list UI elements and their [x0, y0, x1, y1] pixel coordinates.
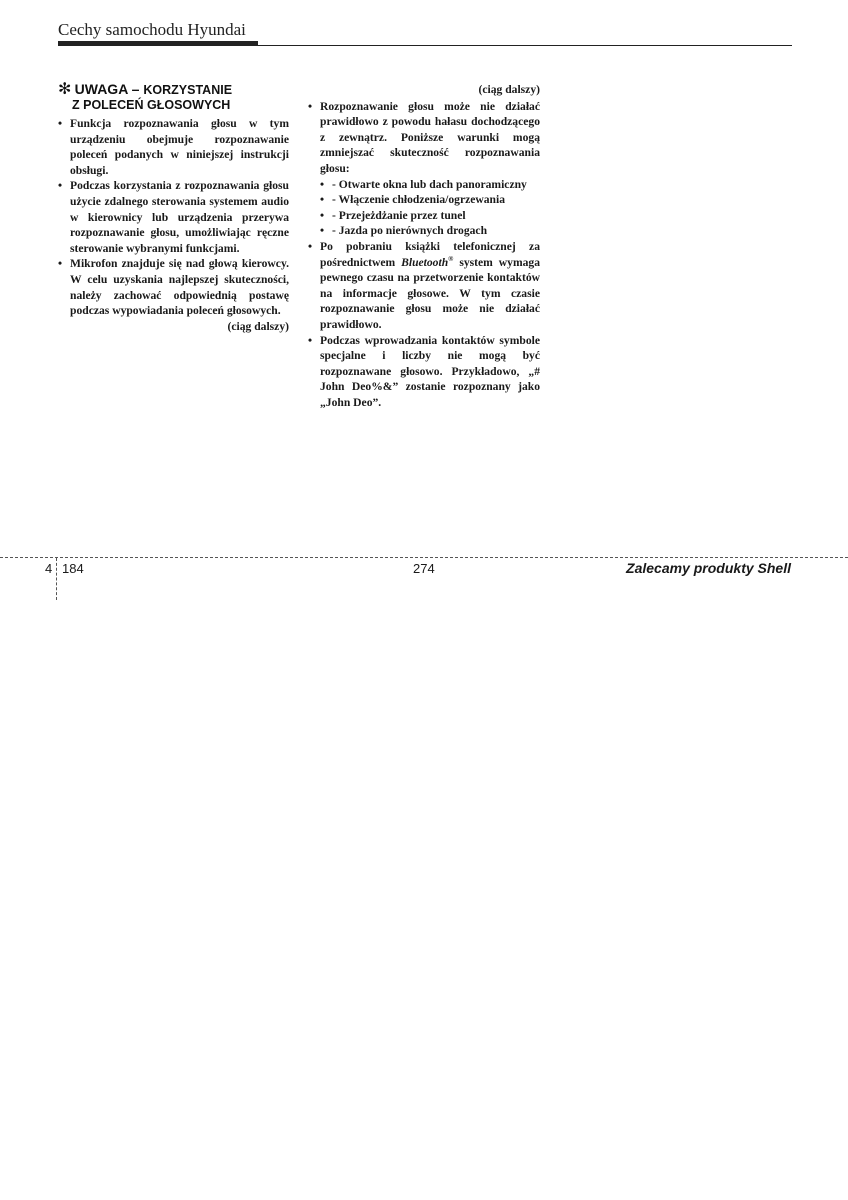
- footer-dashed-divider: [56, 558, 57, 600]
- page-header-title: Cechy samochodu Hyundai: [58, 20, 246, 39]
- conditions-list: [320, 177, 540, 239]
- list-item: [308, 99, 540, 239]
- right-bullet-list: [308, 99, 540, 411]
- registered-mark: ®: [448, 254, 454, 263]
- condition-item: • - Otwarte okna lub dach panoramiczny: [320, 177, 540, 193]
- note-heading-line1: [58, 82, 289, 98]
- list-item: • Funkcja rozpoznawania głosu w tym urządzeniu obejmuje rozpoznawanie poleceń podanych w niniejszej instrukcji obsługi.: [58, 116, 289, 178]
- footer-chapter-number: 4: [45, 561, 53, 576]
- condition-item: • - Jazda po nierównych drogach: [320, 223, 540, 239]
- note-label: UWAGA: [74, 81, 128, 97]
- note-label-separator: –: [127, 81, 144, 97]
- note-title: KORZYSTANIE: [143, 83, 233, 97]
- list-item: • Podczas wprowadzania kontaktów symbole specjalne i liczby nie mogą być rozpoznawane głosowo. Przykładowo, „# John Deo%&” zostanie rozpoznany jako „John Deo”.: [308, 333, 540, 411]
- bullet-text: system wymaga pewnego czasu na przetworzenie kontaktów na informacje głosowe. W tym czasie rozpoznawanie głosu może nie działać prawidłowo.: [320, 255, 541, 331]
- continued-label-top: (ciąg dalszy): [478, 83, 540, 96]
- continued-label: (ciąg dalszy): [227, 319, 289, 333]
- footer-center-number: 274: [413, 561, 435, 576]
- bullet-text: Rozpoznawanie głosu może nie działać prawidłowo z powodu hałasu dochodzącego z zewnątrz. Poniższe warunki mogą zmniejszać skuteczność rozpoznawania głosu:: [320, 99, 540, 175]
- right-column: [308, 82, 540, 410]
- list-item: • Podczas korzystania z rozpoznawania głosu użycie zdalnego sterowania systemem audio w kierownicy lub urządzenia przerywa rozpoznawanie głosu, umożliwiając ręczne sterowanie wybranymi funkcjami.: [58, 178, 289, 256]
- bullet-text: Po pobraniu książki telefonicznej za pośrednictwem: [320, 239, 540, 269]
- footer-dashed-rule: [0, 557, 848, 558]
- footer-brand-text: Zalecamy produkty Shell: [626, 560, 791, 576]
- note-heading-line2: Z POLECEŃ GŁOSOWYCH: [72, 98, 231, 112]
- header-rule: [58, 45, 792, 46]
- left-column: [58, 82, 289, 334]
- condition-item: • - Włączenie chłodzenia/ogrzewania: [320, 192, 540, 208]
- footer-page-number: 184: [62, 561, 84, 576]
- list-item: [308, 239, 540, 333]
- left-bullet-list: [58, 116, 289, 319]
- bluetooth-brand: Bluetooth: [401, 255, 449, 269]
- list-item: • Mikrofon znajduje się nad głową kierowcy. W celu uzyskania najlepszej skuteczności, należy zachować odpowiednią postawę podczas wypowiadania poleceń głosowych.: [58, 256, 289, 318]
- condition-item: • - Przejeżdżanie przez tunel: [320, 208, 540, 224]
- note-heading: [58, 82, 289, 113]
- asterisk-icon: ✻: [58, 81, 72, 98]
